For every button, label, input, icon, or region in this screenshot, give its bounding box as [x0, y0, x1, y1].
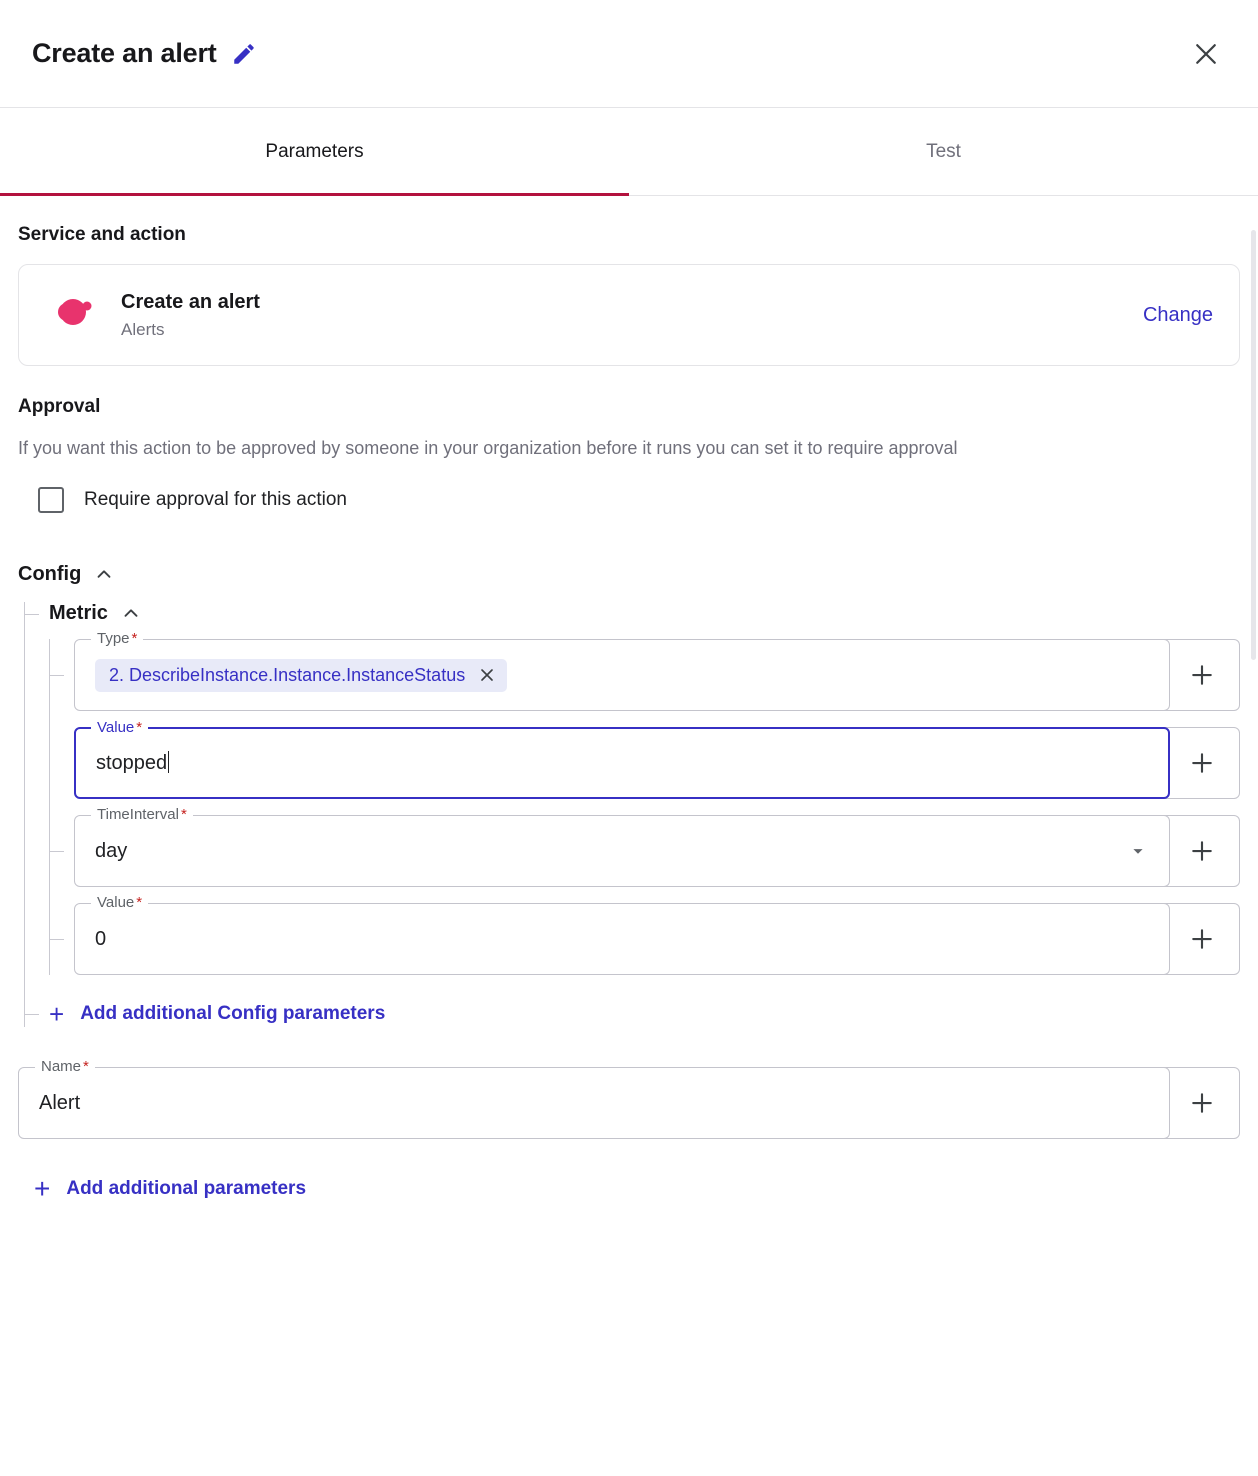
tab-bar	[0, 108, 1258, 196]
add-config-parameters-label: Add additional Config parameters	[80, 1003, 386, 1025]
field-row-name	[18, 1058, 1240, 1139]
config-group-title: Config	[18, 563, 82, 586]
name-field-value: Alert	[39, 1091, 81, 1114]
value-field-2-legend: Value *	[91, 894, 148, 911]
service-card-name: Create an alert	[121, 290, 260, 313]
type-chip-label: 2. DescribeInstance.Instance.InstanceStatus	[109, 664, 466, 685]
dialog-header	[0, 0, 1258, 108]
metric-group-header[interactable]	[25, 602, 1240, 625]
value-field-1-legend: Value *	[91, 719, 148, 736]
service-card-subtitle: Alerts	[121, 319, 165, 339]
chevron-up-icon[interactable]	[120, 603, 142, 625]
timeinterval-field-legend: TimeInterval *	[91, 806, 193, 823]
type-field[interactable]	[74, 630, 1170, 711]
add-config-parameters-button[interactable]	[25, 999, 1240, 1030]
tab-test[interactable]	[629, 108, 1258, 195]
require-approval-label: Require approval for this action	[84, 489, 347, 511]
metric-group-title: Metric	[49, 602, 108, 625]
require-approval-checkbox[interactable]	[38, 487, 64, 513]
field-row-timeinterval	[50, 806, 1240, 887]
name-field[interactable]	[18, 1058, 1170, 1139]
approval-section-title: Approval	[18, 396, 101, 417]
service-section-title: Service and action	[18, 224, 186, 245]
type-chip[interactable]	[95, 659, 507, 692]
timeinterval-field[interactable]	[74, 806, 1170, 887]
plus-icon: +	[34, 1173, 51, 1205]
service-card-text	[121, 291, 1143, 340]
alerts-logo-icon	[45, 287, 101, 343]
type-add-button[interactable]	[1164, 639, 1240, 711]
tab-test-label: Test	[926, 140, 961, 162]
value-field-2-value: 0	[95, 927, 107, 950]
change-service-button[interactable]: Change	[1142, 303, 1213, 326]
value-field-1[interactable]	[74, 719, 1170, 799]
tab-parameters[interactable]	[0, 108, 629, 195]
timeinterval-add-button[interactable]	[1164, 815, 1240, 887]
name-field-legend: Name *	[35, 1058, 95, 1075]
field-row-type	[50, 630, 1240, 711]
config-group-header[interactable]	[18, 563, 1240, 586]
pencil-icon[interactable]	[231, 41, 257, 67]
metric-group-body	[49, 630, 1240, 975]
close-icon[interactable]	[1186, 34, 1226, 74]
require-approval-row[interactable]	[38, 487, 1240, 513]
field-row-value-2	[50, 894, 1240, 975]
type-field-legend: Type *	[91, 630, 143, 647]
chevron-up-icon[interactable]	[93, 564, 115, 586]
dialog-body	[0, 196, 1258, 1203]
chevron-down-icon[interactable]	[1127, 840, 1149, 862]
add-parameters-label: Add additional parameters	[66, 1178, 307, 1200]
scrollbar[interactable]	[1251, 230, 1256, 660]
plus-icon: +	[49, 999, 65, 1030]
value-field-2-add-button[interactable]	[1164, 903, 1240, 975]
page-title: Create an alert	[32, 38, 217, 68]
add-parameters-button[interactable]	[34, 1175, 1240, 1203]
tab-parameters-label: Parameters	[265, 140, 364, 162]
chip-remove-icon[interactable]	[477, 665, 497, 685]
field-row-value-1	[50, 719, 1240, 799]
value-field-2[interactable]	[74, 894, 1170, 975]
value-field-1-value: stopped	[96, 752, 168, 775]
value-field-1-add-button[interactable]	[1164, 727, 1240, 799]
config-group-body	[24, 602, 1240, 1030]
name-add-button[interactable]	[1164, 1067, 1240, 1139]
approval-description: If you want this action to be approved by someone in your organization before it runs you can set it to require approval	[18, 438, 958, 458]
timeinterval-field-value: day	[95, 839, 128, 862]
service-card	[18, 264, 1240, 366]
